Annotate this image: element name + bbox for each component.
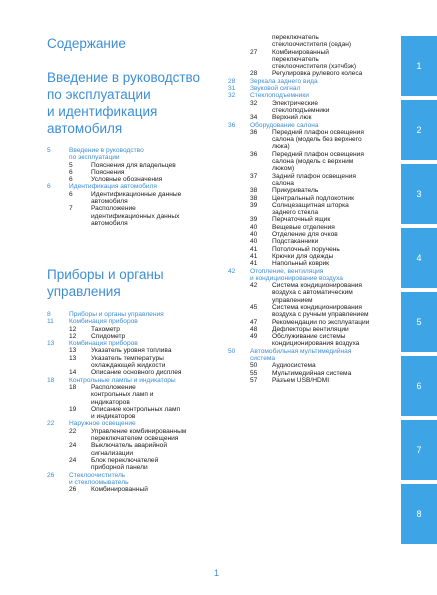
toc-entry-text: Описание основного дисплея [91, 369, 182, 377]
page-number: 1 [214, 568, 220, 578]
toc-section-entry[interactable] [228, 275, 400, 282]
toc-page-number: 39 [250, 216, 258, 224]
toc-entry-text: Передний плафон освещения [272, 128, 364, 136]
toc-page-number: 22 [47, 420, 55, 428]
section-title-controls [47, 266, 164, 300]
toc-entry[interactable] [228, 260, 400, 267]
toc-entry[interactable] [228, 202, 400, 209]
toc-section-entry[interactable] [47, 420, 222, 427]
toc-entry[interactable] [228, 304, 400, 311]
toc-entry-text: Приборы и органы управления [69, 311, 164, 318]
toc-entry-text: Центральный подлокотник [272, 194, 354, 202]
toc-page-number: 50 [228, 347, 236, 355]
toc-entry-text: Верхний люк [272, 114, 312, 122]
toc-page-number: 38 [250, 187, 258, 195]
toc-entry-text: Вещевые отделения [272, 223, 335, 231]
toc-page-number: 32 [250, 99, 258, 107]
toc-entry-text: и индикаторов [91, 413, 136, 421]
toc-entry-text: Рекомендации по эксплуатации [272, 318, 370, 326]
toc-entry[interactable] [47, 384, 222, 391]
toc-entry-text: люка) [272, 143, 290, 151]
toc-page-number: 26 [47, 471, 55, 479]
toc-section-entry[interactable] [47, 340, 222, 347]
toc-entry-text: Электрические [272, 99, 318, 107]
toc-page-number: 55 [250, 369, 258, 377]
toc-entry-text: Введение в руководство [69, 147, 144, 154]
toc-page-number: 24 [69, 456, 77, 464]
chapter-tab-8[interactable]: 8 [401, 484, 437, 544]
toc-page-number: 18 [69, 383, 77, 391]
toc-entry[interactable] [228, 158, 400, 165]
toc-page-number: 22 [69, 427, 77, 435]
toc-page-number: 34 [250, 114, 258, 122]
toc-page-number: 12 [69, 325, 77, 333]
toc-entry-text: Система кондиционирования [272, 303, 362, 311]
toc-page-number: 38 [250, 194, 258, 202]
toc-section-entry[interactable] [228, 348, 400, 355]
toc-entry[interactable] [47, 355, 222, 362]
toc-entry[interactable] [228, 49, 400, 56]
toc-entry[interactable] [47, 442, 222, 449]
toc-entry[interactable] [47, 399, 222, 406]
toc-section-entry[interactable] [228, 92, 400, 99]
section-title-introduction [47, 69, 200, 137]
toc-entry-text: Зеркала заднего вида [250, 77, 318, 85]
toc-entry[interactable] [228, 173, 400, 180]
toc-entry[interactable] [228, 362, 400, 369]
toc-entry-text: Описание контрольных ламп [91, 405, 181, 413]
toc-entry-text: Стеклоподъемники [250, 92, 309, 100]
toc-entry-text: Отопление, вентиляция [250, 267, 324, 275]
toc-entry[interactable] [228, 70, 400, 77]
toc-entry-text: Солнцезащитная шторка [272, 201, 349, 209]
toc-entry[interactable] [228, 187, 400, 194]
toc-entry-text: Оборудование салона [250, 121, 319, 129]
toc-section-entry[interactable] [47, 472, 222, 479]
toc-entry-text: Идентификация автомобиля [69, 183, 157, 191]
chapter-tab-1[interactable]: 1 [401, 36, 437, 96]
toc-entry-text: Пояснения [91, 168, 125, 176]
toc-entry[interactable] [47, 450, 222, 457]
toc-entry-text: Комбинация приборов [69, 340, 138, 348]
toc-entry-text: сигнализации [91, 449, 134, 457]
toc-entry-text: салона (модель с верхним [272, 158, 354, 166]
toc-entry-text: Наружное освещение [69, 420, 136, 428]
chapter-tab-6[interactable]: 6 [401, 356, 437, 416]
toc-entry-text: индикаторов [91, 398, 130, 406]
toc-page-number: 41 [250, 260, 258, 268]
toc-entry[interactable] [47, 428, 222, 435]
toc-entry-text: переключатель [272, 34, 319, 41]
toc-page-number: 36 [250, 150, 258, 158]
toc-page-number: 37 [250, 172, 258, 180]
toc-entry[interactable] [228, 114, 400, 121]
toc-entry-text: Дефлекторы вентиляции [272, 325, 349, 333]
toc-entry[interactable] [47, 347, 222, 354]
toc-page-number: 5 [69, 161, 73, 169]
toc-entry-text: Указатель уровня топлива [91, 347, 172, 355]
toc-section-entry[interactable] [47, 147, 222, 154]
toc-page-number: 27 [250, 48, 258, 56]
toc-entry[interactable] [228, 246, 400, 253]
toc-entry-text: Выключатель аварийной [91, 442, 167, 450]
toc-entry-text: охлаждающей жидкости [91, 362, 166, 370]
section-title-line: и идентификация [47, 104, 158, 119]
toc-entry-text: переключателем освещения [91, 435, 179, 443]
toc-page-number: 41 [250, 252, 258, 260]
toc-entry[interactable] [47, 205, 222, 212]
chapter-tab-3[interactable]: 3 [401, 164, 437, 224]
toc-entry[interactable] [47, 191, 222, 198]
toc-controls-list [47, 311, 222, 493]
toc-entry-text: Перчаточный ящик [272, 216, 331, 224]
toc-entry[interactable] [228, 165, 400, 172]
toc-page-number: 11 [47, 318, 54, 326]
toc-entry[interactable] [228, 136, 400, 143]
toc-intro-list [47, 147, 222, 227]
toc-entry[interactable] [228, 151, 400, 158]
toc-entry-text: Потолочный поручень [272, 245, 340, 253]
toc-entry[interactable] [228, 100, 400, 107]
chapter-tab-4[interactable]: 4 [401, 228, 437, 288]
toc-entry[interactable] [228, 297, 400, 304]
toc-entry[interactable] [228, 311, 400, 318]
toc-page-number: 13 [69, 354, 77, 362]
toc-entry[interactable] [228, 238, 400, 245]
toc-entry-text: стеклоочистителя (седан) [272, 41, 352, 49]
toc-entry-text: Разъем USB/HDMI [272, 376, 330, 384]
chapter-tab-7[interactable]: 7 [401, 420, 437, 480]
toc-page-number: 40 [250, 223, 258, 231]
toc-entry[interactable] [228, 107, 400, 114]
toc-entry-text: Контрольные лампы и индикаторы [69, 376, 176, 384]
toc-page-number: 42 [228, 267, 236, 275]
toc-entry-text: Регулировка рулевого колеса [272, 70, 363, 78]
toc-page-number: 36 [228, 121, 236, 129]
toc-entry[interactable] [228, 41, 400, 48]
toc-entry-text: Идентификационные данные [91, 190, 182, 198]
toc-entry[interactable] [228, 340, 400, 347]
toc-entry-text: люком) [272, 165, 295, 173]
toc-entry-text: Стеклоочиститель [69, 471, 126, 479]
chapter-tab-2[interactable]: 2 [401, 100, 437, 160]
toc-entry-text: Крючки для одежды [272, 252, 334, 260]
toc-entry-text: Прикуриватель [272, 187, 319, 195]
toc-entry[interactable] [47, 220, 222, 227]
toc-page-number: 8 [47, 311, 51, 318]
toc-entry[interactable] [47, 406, 222, 413]
toc-entry-text: Подстаканники [272, 238, 319, 246]
toc-page-number: 50 [250, 362, 258, 370]
toc-entry[interactable] [47, 391, 222, 398]
toc-page-number: 32 [228, 92, 236, 100]
toc-entry-text: Обслуживание системы [272, 333, 346, 341]
toc-entry-text: Комбинированный [91, 486, 148, 494]
toc-entry-text: по эксплуатации [69, 154, 120, 162]
toc-entry-text: идентификационных данных [91, 212, 180, 220]
toc-entry-text: воздуха с ручным управлением [272, 311, 369, 319]
toc-section-entry[interactable] [228, 78, 400, 85]
toc-section-entry[interactable] [228, 122, 400, 129]
toc-entry-text: и кондиционирование воздуха [250, 274, 343, 282]
toc-entry-text: Расположение [91, 383, 136, 391]
toc-entry-text: стеклоочистителя (хэтчбэк) [272, 63, 357, 71]
section-title-line: управления [47, 284, 121, 299]
toc-page-number: 42 [250, 282, 258, 290]
toc-entry-text: воздуха с автоматическим [272, 289, 353, 297]
toc-page-number: 28 [250, 70, 258, 78]
toc-page-number: 7 [69, 205, 73, 213]
toc-entry[interactable] [228, 377, 400, 384]
toc-entry-text: кондиционирования воздуха [272, 340, 360, 348]
toc-entry-text: заднего стекла [272, 209, 318, 217]
toc-page-number: 5 [47, 147, 51, 154]
toc-entry-text: Задний плафон освещения [272, 172, 356, 180]
toc-entry[interactable] [228, 143, 400, 150]
toc-entry-text: управлением [272, 296, 313, 304]
toc-page-number: 40 [250, 231, 258, 239]
toc-entry-text: Передний плафон освещения [272, 150, 364, 158]
toc-entry-text: Система кондиционирования [272, 282, 362, 290]
toc-entry[interactable] [228, 319, 400, 326]
toc-entry-text: стеклоподъемники [272, 106, 330, 114]
toc-entry[interactable] [228, 224, 400, 231]
toc-entry[interactable] [228, 282, 400, 289]
section-title-line: Приборы и органы [47, 267, 164, 282]
toc-page-number: 6 [69, 168, 73, 176]
page-title: Содержание [47, 36, 126, 51]
toc-entry-text: Аудиосистема [272, 362, 316, 370]
toc-entry-text: автомобиля [91, 198, 128, 206]
toc-entry-text: Напольный коврик [272, 260, 330, 268]
toc-entry-text: Пояснения для владельцев [91, 161, 176, 169]
toc-page-number: 49 [250, 333, 258, 341]
toc-page-number: 13 [69, 347, 77, 355]
toc-entry-text: Звуковой сигнал [250, 85, 301, 93]
toc-entry[interactable] [228, 231, 400, 238]
section-title-line: автомобиля [47, 121, 123, 136]
toc-section-entry[interactable] [47, 377, 222, 384]
toc-entry-text: приборной панели [91, 464, 148, 472]
toc-page-number: 6 [47, 183, 51, 191]
toc-entry-text: Спидометр [91, 332, 126, 340]
toc-entry[interactable] [228, 195, 400, 202]
toc-entry-text: Комбинированный [272, 48, 329, 56]
toc-entry-text: Отделение для очков [272, 231, 338, 239]
toc-entry[interactable] [228, 289, 400, 296]
toc-page-number: 36 [250, 128, 258, 136]
toc-entry[interactable] [47, 198, 222, 205]
toc-entry-text: салона [272, 179, 294, 187]
toc-entry[interactable] [47, 362, 222, 369]
toc-entry-text: система [250, 355, 276, 363]
toc-page-number: 26 [69, 486, 77, 494]
toc-page-number: 12 [69, 332, 77, 340]
toc-entry-text: и стеклоомыватель [69, 478, 129, 486]
section-title-line: по эксплуатации [47, 87, 151, 102]
toc-entry[interactable] [228, 180, 400, 187]
toc-entry[interactable] [228, 63, 400, 70]
toc-entry[interactable] [47, 162, 222, 169]
toc-section-entry[interactable] [47, 154, 222, 161]
toc-page-number: 6 [69, 190, 73, 198]
toc-entry[interactable] [228, 216, 400, 223]
toc-page-number: 47 [250, 318, 258, 326]
toc-entry-text: Блок переключателей [91, 456, 159, 464]
toc-section-entry[interactable] [47, 318, 222, 325]
toc-entry[interactable] [47, 486, 222, 493]
toc-entry-text: переключатель [272, 55, 319, 63]
toc-page-number: 18 [47, 376, 55, 384]
toc-entry-text: салона (модель без верхнего [272, 136, 362, 144]
toc-page-number: 48 [250, 325, 258, 333]
toc-section-entry[interactable] [228, 355, 400, 362]
toc-entry[interactable] [47, 369, 222, 376]
toc-entry-text: контрольных ламп и [91, 391, 154, 399]
toc-entry-text: Условные обозначения [91, 176, 163, 184]
toc-page-number: 41 [250, 245, 258, 253]
toc-entry[interactable] [47, 326, 222, 333]
toc-entry[interactable] [228, 370, 400, 377]
toc-page-number: 40 [250, 238, 258, 246]
toc-page-number: 19 [69, 405, 77, 413]
toc-right-column [228, 34, 400, 384]
section-title-line: Введение в руководство [47, 70, 201, 85]
toc-entry-text: Мультимедийная система [272, 369, 352, 377]
chapter-tab-5[interactable]: 5 [401, 292, 437, 352]
toc-entry-text: Автомобильная мультимедийная [250, 347, 352, 355]
toc-page-number: 6 [69, 176, 73, 184]
toc-entry-text: Тахометр [91, 325, 120, 333]
toc-page-number: 39 [250, 201, 258, 209]
toc-entry-text: Управление комбинированным [91, 427, 187, 435]
toc-entry[interactable] [47, 413, 222, 420]
toc-section-entry[interactable] [228, 85, 400, 92]
toc-page-number: 28 [228, 77, 236, 85]
toc-entry[interactable] [47, 464, 222, 471]
toc-page-number: 45 [250, 303, 258, 311]
toc-section-entry[interactable] [47, 183, 222, 190]
toc-page-number: 14 [69, 369, 77, 377]
toc-entry-text: автомобиля [91, 219, 128, 227]
toc-entry-text: Указатель температуры [91, 354, 164, 362]
toc-page-number: 57 [250, 376, 258, 384]
toc-section-entry[interactable] [228, 268, 400, 275]
toc-entry[interactable] [228, 34, 400, 41]
toc-page-number: 24 [69, 442, 77, 450]
toc-entry-text: Комбинация приборов [69, 318, 138, 326]
toc-page-number: 13 [47, 340, 55, 348]
toc-page-number: 31 [228, 85, 236, 93]
chapter-tabs [401, 36, 437, 548]
toc-entry[interactable] [47, 213, 222, 220]
toc-entry-text: Расположение [91, 205, 136, 213]
toc-entry[interactable] [228, 333, 400, 340]
